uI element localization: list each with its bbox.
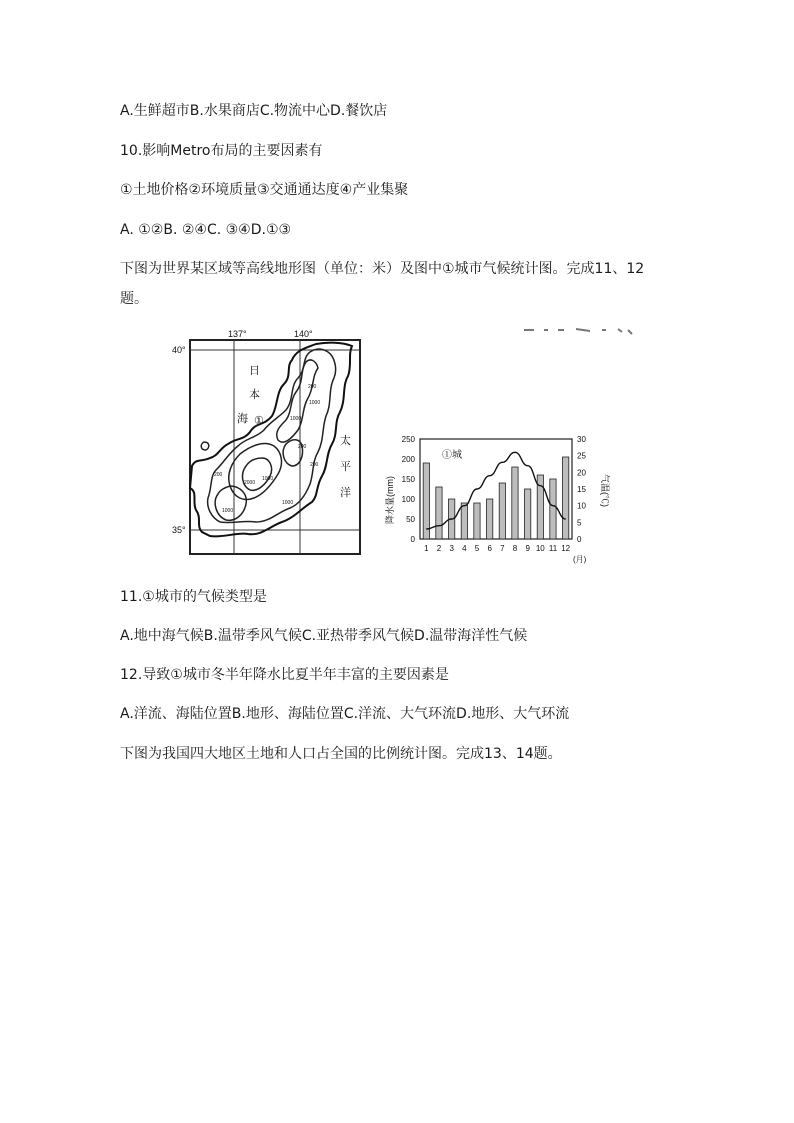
precipitation-bar xyxy=(563,457,569,539)
lat-40-label: 40° xyxy=(172,345,186,355)
contour-label: 1000 xyxy=(262,476,274,482)
right-tick-label: 5 xyxy=(577,518,582,528)
precipitation-bar xyxy=(461,503,467,539)
left-tick-label: 200 xyxy=(401,455,415,464)
sea-label-1: 日 xyxy=(249,365,260,377)
precipitation-bar xyxy=(512,467,518,539)
month-tick-label: 12 xyxy=(561,544,571,553)
ylabel-right: 气温(℃) xyxy=(600,474,610,507)
ylabel-left: 降水量(mm) xyxy=(385,476,395,524)
left-tick-label: 250 xyxy=(401,435,415,444)
intro-11-12-line2: 题。 xyxy=(120,291,148,307)
contour-label: 1000 xyxy=(222,508,234,514)
climate-chart xyxy=(384,435,611,564)
contour-label: 1000 xyxy=(290,416,302,422)
precipitation-bar xyxy=(487,499,493,539)
intro-11-12-line1: 下图为世界某区域等高线地形图（单位：米）及图中①城市气候统计图。完成11、12 xyxy=(120,261,645,277)
right-tick-label: 0 xyxy=(577,535,582,544)
precipitation-bar xyxy=(474,503,480,539)
right-tick-label: 10 xyxy=(577,501,586,511)
figure-svg xyxy=(166,326,646,571)
q10-options: A. ①②B. ②④C. ③④D.①③ xyxy=(120,222,292,238)
contour-label: 200 xyxy=(298,444,307,450)
month-tick-label: 7 xyxy=(500,544,505,553)
chart-title: ①城 xyxy=(442,450,462,461)
right-axis-ticks xyxy=(577,435,586,544)
left-tick-label: 150 xyxy=(401,475,415,484)
lat-35-label: 35° xyxy=(172,525,186,535)
left-tick-label: 50 xyxy=(406,515,415,524)
figure-map-and-climate-chart xyxy=(166,326,646,571)
right-tick-label: 30 xyxy=(577,435,586,444)
month-tick-label: 5 xyxy=(474,544,480,553)
ocean-label-3: 洋 xyxy=(340,487,351,499)
month-tick-label: 1 xyxy=(424,544,429,553)
scan-artifact xyxy=(524,329,632,334)
month-tick-label: 9 xyxy=(525,544,530,553)
sea-label-3: 海 xyxy=(237,413,248,425)
contour-label: 1000 xyxy=(282,500,294,506)
ocean-label-1: 太 xyxy=(340,435,351,447)
q12-options: A.洋流、海陆位置B.地形、海陆位置C.洋流、大气环流D.地形、大气环流 xyxy=(120,706,570,722)
month-tick-label: 2 xyxy=(436,544,442,553)
contour-label: 200 xyxy=(310,462,319,468)
precipitation-bar xyxy=(436,487,442,539)
month-tick-label: 11 xyxy=(548,544,558,553)
intro-13-14: 下图为我国四大地区土地和人口占全国的比例统计图。完成13、14题。 xyxy=(120,746,562,762)
q10-stem: 10.影响Metro布局的主要因素有 xyxy=(120,143,323,159)
month-ticks xyxy=(424,544,571,553)
q11-stem: 11.①城市的气候类型是 xyxy=(120,589,267,605)
month-tick-label: 8 xyxy=(512,544,518,553)
lon-137-label: 137° xyxy=(228,329,247,339)
precipitation-bar xyxy=(550,479,556,539)
month-tick-label: 3 xyxy=(449,544,454,553)
q12-stem: 12.导致①城市冬半年降水比夏半年丰富的主要因素是 xyxy=(120,667,449,683)
contour-label: 200 xyxy=(214,472,223,478)
month-unit-label: (月) xyxy=(573,555,587,564)
right-tick-label: 15 xyxy=(577,485,586,494)
q11-options: A.地中海气候B.温带季风气候C.亚热带季风气候D.温带海洋性气候 xyxy=(120,628,528,644)
precipitation-bar xyxy=(525,489,531,539)
contour-label: 200 xyxy=(308,384,317,390)
contour-label: 2000 xyxy=(244,480,256,486)
q10-items: ①土地价格②环境质量③交通通达度④产业集聚 xyxy=(120,182,409,198)
precipitation-bar xyxy=(423,463,429,539)
right-tick-label: 20 xyxy=(577,468,586,478)
ocean-label-2: 平 xyxy=(340,461,351,473)
sea-label-2: 本 xyxy=(249,389,260,401)
month-tick-label: 4 xyxy=(462,544,467,553)
contour-map xyxy=(172,329,360,554)
precipitation-bar xyxy=(499,483,505,539)
lon-140-label: 140° xyxy=(294,329,313,339)
left-tick-label: 0 xyxy=(410,535,415,544)
contour-label: 1000 xyxy=(309,400,321,406)
left-tick-label: 100 xyxy=(401,495,415,504)
left-axis-ticks xyxy=(402,435,416,544)
city-marker: ① xyxy=(254,415,264,427)
month-tick-label: 10 xyxy=(535,544,545,553)
q9-options: A.生鲜超市B.水果商店C.物流中心D.餐饮店 xyxy=(120,103,388,119)
month-tick-label: 6 xyxy=(487,544,492,553)
right-tick-label: 25 xyxy=(577,451,586,461)
